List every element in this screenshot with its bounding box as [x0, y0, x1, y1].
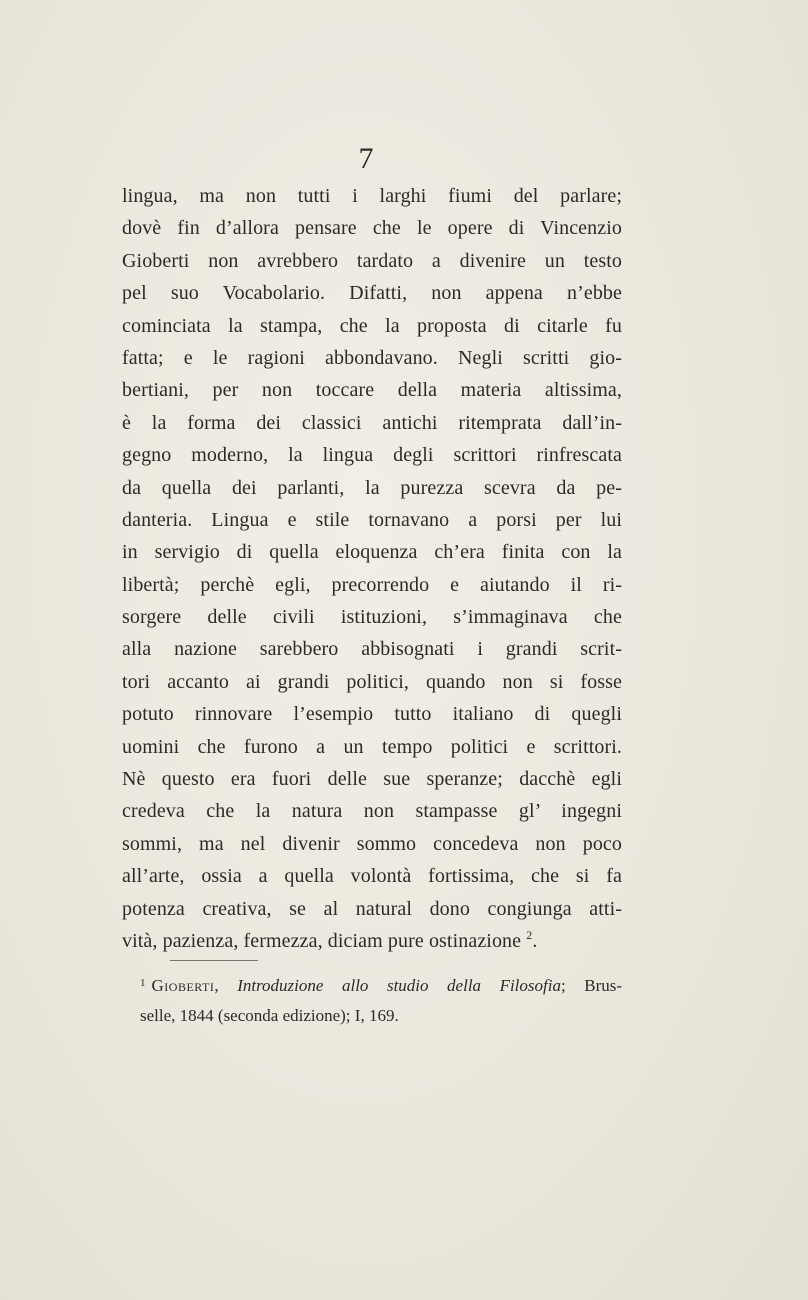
text-line: credeva che la natura non stampasse gl’ ingegni	[122, 800, 622, 823]
text-line-content: vità, pazienza, fermezza, diciam pure ostinazione	[122, 929, 522, 952]
text-line: all’arte, ossia a quella volontà fortissima, che si fa	[122, 865, 622, 888]
text-line: Gioberti non avrebbero tardato a divenire un testo	[122, 249, 622, 272]
text-line: potuto rinnovare l’esempio tutto italiano di quegli	[122, 703, 622, 726]
footnote-divider	[170, 960, 258, 961]
text-line: pel suo Vocabolario. Difatti, non appena n’ebbe	[122, 282, 622, 305]
footnote-title: Introduzione allo studio della Filosofia	[237, 976, 561, 995]
footnote-mark: 1	[140, 977, 146, 989]
body-text	[122, 180, 622, 957]
text-line: dovè fin d’allora pensare che le opere di Vincenzio	[122, 217, 622, 240]
text-line: Nè questo era fuori delle sue speranze; dacchè egli	[122, 768, 622, 791]
page-number: 7	[358, 142, 374, 175]
text-line-last	[122, 925, 622, 957]
footnote-line: selle, 1844 (seconda edizione); I, 169.	[140, 1006, 399, 1025]
text-line: libertà; perchè egli, precorrendo e aiutando il ri-	[122, 573, 622, 596]
text-line: alla nazione sarebbero abbisognati i grandi scrit-	[122, 638, 622, 661]
end-punctuation: .	[532, 929, 538, 952]
text-line: da quella dei parlanti, la purezza scevra da pe-	[122, 476, 622, 499]
footnote-separator: ,	[214, 976, 238, 995]
text-line: sommi, ma nel divenir sommo concedeva non poco	[122, 832, 622, 855]
footnote-reference: 2	[526, 927, 533, 942]
text-line: cominciata la stampa, che la proposta di citarle fu	[122, 314, 622, 337]
text-line: gegno moderno, la lingua degli scrittori rinfrescata	[122, 444, 622, 467]
text-line: sorgere delle civili istituzioni, s’immaginava che	[122, 606, 622, 629]
footnote-line	[140, 968, 622, 1001]
footnote-rest: ; Brus-	[560, 976, 623, 995]
text-line: uomini che furono a un tempo politici e scrittori.	[122, 735, 622, 758]
text-line: fatta; e le ragioni abbondavano. Negli scritti gio-	[122, 346, 622, 369]
text-line: danteria. Lingua e stile tornavano a porsi per lui	[122, 508, 622, 531]
text-line: è la forma dei classici antichi ritemprata dall’in-	[122, 411, 622, 434]
text-line: in servigio di quella eloquenza ch’era finita con la	[122, 541, 622, 564]
text-line: bertiani, per non toccare della materia altissima,	[122, 379, 622, 402]
text-line: tori accanto ai grandi politici, quando non si fosse	[122, 670, 622, 693]
footnote-author: Gioberti	[151, 976, 215, 995]
text-line: lingua, ma non tutti i larghi fiumi del parlare;	[122, 185, 622, 207]
footnote	[140, 968, 622, 1031]
text-line: potenza creativa, se al natural dono congiunga atti-	[122, 897, 622, 920]
